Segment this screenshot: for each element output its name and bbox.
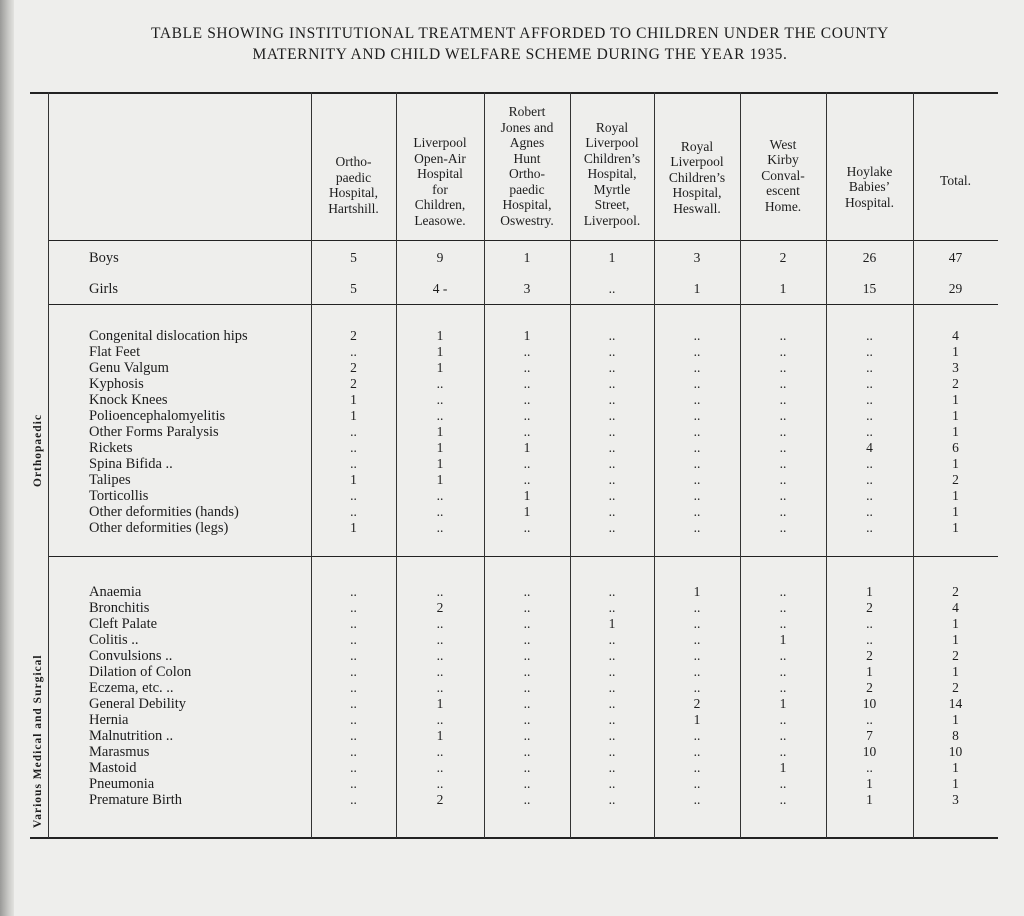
medical-row-cell: 4: [952, 600, 959, 615]
medical-row-cell: ..: [436, 616, 444, 631]
summary-row-label: Girls: [89, 281, 118, 297]
orthopaedic-row-cell: ..: [436, 520, 444, 535]
medical-row-label: Convulsions ..: [89, 648, 173, 664]
medical-row-cell: 14: [948, 696, 963, 711]
medical-row-cell: ..: [866, 616, 873, 631]
medical-row-cell: ..: [608, 712, 616, 727]
orthopaedic-row-cell: 1: [436, 440, 444, 455]
medical-row-cell: ..: [693, 680, 701, 695]
orthopaedic-row-label: Congenital dislocation hips: [89, 328, 248, 344]
medical-row-cell: ..: [436, 776, 444, 791]
medical-row-cell: ..: [693, 600, 701, 615]
medical-row-cell: 1: [952, 632, 959, 647]
orthopaedic-row-label: Genu Valgum: [89, 360, 169, 376]
orthopaedic-row-cell: ..: [693, 504, 701, 519]
orthopaedic-row-cell: ..: [866, 488, 873, 503]
orthopaedic-row-cell: ..: [436, 488, 444, 503]
summary-row-cell: 47: [948, 250, 963, 265]
medical-row-cell: 7: [866, 728, 873, 743]
medical-row-cell: ..: [523, 776, 531, 791]
medical-row-label: Pneumonia: [89, 776, 155, 792]
medical-row-label: Mastoid: [89, 760, 137, 776]
orthopaedic-row-cell: ..: [779, 504, 787, 519]
medical-row-cell: 2: [436, 600, 444, 615]
medical-row-cell: ..: [523, 632, 531, 647]
medical-row-cell: ..: [693, 744, 701, 759]
orthopaedic-row-cell: ..: [779, 472, 787, 487]
medical-row-cell: ..: [608, 760, 616, 775]
orthopaedic-row-cell: ..: [779, 392, 787, 407]
orthopaedic-row-cell: ..: [866, 520, 873, 535]
orthopaedic-row-label: Polioencephalomyelitis: [89, 408, 226, 424]
orthopaedic-row-cell: ..: [436, 376, 444, 391]
medical-row-cell: ..: [608, 696, 616, 711]
orthopaedic-row-cell: 1: [952, 392, 959, 407]
medical-row-cell: 10: [948, 744, 963, 759]
orthopaedic-row-cell: ..: [866, 408, 873, 423]
orthopaedic-row-cell: 1: [523, 504, 531, 519]
medical-row-cell: ..: [779, 680, 787, 695]
medical-row-cell: 1: [866, 584, 873, 599]
summary-row-cell: 1: [523, 250, 531, 265]
medical-row-label: Anaemia: [89, 584, 142, 600]
medical-row-cell: ..: [436, 648, 444, 663]
orthopaedic-row-cell: 2: [350, 360, 357, 375]
medical-row-label: Dilation of Colon: [89, 664, 192, 680]
medical-row-cell: ..: [523, 664, 531, 679]
medical-row-cell: ..: [523, 648, 531, 663]
orthopaedic-row-cell: ..: [866, 360, 873, 375]
orthopaedic-row-cell: 6: [952, 440, 959, 455]
medical-row-cell: ..: [779, 712, 787, 727]
orthopaedic-row-cell: 1: [523, 328, 531, 343]
orthopaedic-row-cell: ..: [866, 392, 873, 407]
medical-row-cell: ..: [523, 760, 531, 775]
orthopaedic-row-cell: ..: [866, 456, 873, 471]
medical-row-cell: 1: [779, 760, 787, 775]
medical-row-cell: ..: [350, 648, 357, 663]
summary-row-label: Boys: [89, 250, 119, 266]
medical-row-cell: 2: [866, 648, 873, 663]
orthopaedic-row-cell: 2: [350, 328, 357, 343]
medical-row-cell: ..: [350, 760, 357, 775]
orthopaedic-row-cell: 1: [436, 344, 444, 359]
column-header-3: Robert Jones and Agnes Hunt Ortho- paedic Hospital, Oswestry.: [500, 104, 554, 228]
orthopaedic-row-cell: ..: [779, 424, 787, 439]
medical-row-cell: ..: [523, 616, 531, 631]
summary-row-cell: 2: [779, 250, 787, 265]
orthopaedic-row-cell: 1: [952, 344, 959, 359]
medical-row-cell: ..: [350, 728, 357, 743]
medical-row-cell: 1: [952, 664, 959, 679]
orthopaedic-row-label: Spina Bifida ..: [89, 456, 173, 472]
orthopaedic-row-cell: ..: [779, 520, 787, 535]
orthopaedic-row-cell: ..: [350, 504, 357, 519]
medical-row-label: Hernia: [89, 712, 129, 728]
medical-row-label: Marasmus: [89, 744, 150, 760]
medical-row-label: General Debility: [89, 696, 187, 712]
medical-row-cell: ..: [779, 616, 787, 631]
medical-row-cell: ..: [693, 632, 701, 647]
summary-row-cell: 4 -: [432, 281, 448, 296]
medical-row-cell: 2: [436, 792, 444, 807]
medical-row-cell: 1: [866, 776, 873, 791]
orthopaedic-row-cell: 1: [952, 488, 959, 503]
medical-row-cell: 8: [952, 728, 959, 743]
orthopaedic-row-cell: 1: [436, 456, 444, 471]
orthopaedic-row-label: Torticollis: [89, 488, 149, 504]
orthopaedic-row-cell: ..: [693, 392, 701, 407]
rule-top: [30, 92, 998, 94]
summary-row-cell: 1: [693, 281, 701, 296]
orthopaedic-row-cell: 1: [523, 488, 531, 503]
column-header-8: Total.: [940, 172, 971, 188]
medical-row-cell: ..: [436, 760, 444, 775]
orthopaedic-row-cell: ..: [693, 376, 701, 391]
orthopaedic-row-cell: 1: [350, 472, 357, 487]
orthopaedic-row-cell: ..: [608, 440, 616, 455]
orthopaedic-row-cell: ..: [693, 424, 701, 439]
orthopaedic-row-cell: ..: [523, 472, 531, 487]
medical-row-cell: ..: [350, 792, 357, 807]
medical-row-cell: 1: [952, 760, 959, 775]
orthopaedic-row-cell: 1: [523, 440, 531, 455]
orthopaedic-row-cell: ..: [436, 504, 444, 519]
medical-row-cell: ..: [866, 760, 873, 775]
orthopaedic-row-cell: ..: [350, 440, 357, 455]
medical-row-cell: ..: [523, 712, 531, 727]
medical-row-cell: ..: [693, 728, 701, 743]
orthopaedic-row-cell: ..: [436, 392, 444, 407]
orthopaedic-row-label: Knock Knees: [89, 392, 168, 408]
summary-row-cell: 15: [862, 281, 877, 296]
medical-row-cell: ..: [693, 792, 701, 807]
orthopaedic-row-label: Other deformities (hands): [89, 504, 239, 520]
orthopaedic-row-cell: ..: [866, 344, 873, 359]
medical-row-label: Premature Birth: [89, 792, 183, 808]
medical-row-cell: 1: [779, 632, 787, 647]
orthopaedic-row-cell: ..: [779, 344, 787, 359]
rule-bottom: [30, 837, 998, 839]
orthopaedic-row-cell: 1: [952, 408, 959, 423]
medical-row-cell: ..: [779, 792, 787, 807]
medical-row-label: Cleft Palate: [89, 616, 158, 632]
medical-row-cell: ..: [693, 776, 701, 791]
medical-row-cell: 2: [866, 600, 873, 615]
medical-row-cell: ..: [523, 728, 531, 743]
medical-row-cell: 2: [952, 648, 959, 663]
orthopaedic-row-cell: ..: [866, 328, 873, 343]
orthopaedic-row-cell: ..: [693, 472, 701, 487]
orthopaedic-row-cell: 1: [350, 520, 357, 535]
medical-row-cell: ..: [693, 648, 701, 663]
summary-row-cell: 3: [693, 250, 701, 265]
medical-row-cell: ..: [523, 792, 531, 807]
orthopaedic-row-cell: ..: [608, 424, 616, 439]
summary-row-cell: 1: [608, 250, 616, 265]
orthopaedic-row-cell: ..: [523, 360, 531, 375]
medical-row-cell: ..: [779, 776, 787, 791]
orthopaedic-row-cell: ..: [779, 408, 787, 423]
orthopaedic-row-cell: ..: [866, 376, 873, 391]
orthopaedic-row-cell: 1: [350, 408, 357, 423]
orthopaedic-row-cell: ..: [779, 328, 787, 343]
orthopaedic-row-cell: ..: [779, 440, 787, 455]
rule-left: [48, 92, 49, 838]
medical-row-cell: ..: [779, 728, 787, 743]
column-header-1: Ortho- paedic Hospital, Hartshill.: [328, 154, 379, 216]
medical-row-label: Eczema, etc. ..: [89, 680, 174, 696]
column-header-4: Royal Liverpool Children’s Hospital, Myrtle Street, Liverpool.: [583, 119, 641, 228]
rule-under-orthopaedic: [48, 556, 998, 557]
rule-under-summary: [48, 304, 998, 305]
medical-row-cell: ..: [436, 680, 444, 695]
orthopaedic-row-cell: ..: [350, 488, 357, 503]
orthopaedic-row-cell: 1: [952, 520, 959, 535]
medical-row-cell: 3: [952, 792, 959, 807]
medical-row-cell: 1: [693, 712, 701, 727]
medical-row-cell: ..: [350, 616, 357, 631]
medical-row-cell: ..: [608, 664, 616, 679]
medical-row-cell: 1: [693, 584, 701, 599]
orthopaedic-row-label: Rickets: [89, 440, 133, 456]
medical-row-cell: ..: [350, 680, 357, 695]
orthopaedic-row-cell: ..: [693, 328, 701, 343]
orthopaedic-row-cell: 1: [436, 328, 444, 343]
medical-row-cell: ..: [866, 632, 873, 647]
orthopaedic-row-cell: 2: [952, 472, 959, 487]
medical-row-label: Bronchitis: [89, 600, 150, 616]
summary-row-cell: 1: [779, 281, 787, 296]
medical-row-cell: ..: [350, 712, 357, 727]
medical-row-cell: ..: [693, 664, 701, 679]
medical-row-cell: 1: [436, 728, 444, 743]
orthopaedic-row-cell: 1: [952, 456, 959, 471]
medical-row-cell: 2: [866, 680, 873, 695]
book-spine-shadow: [0, 0, 14, 916]
summary-row-cell: 26: [862, 250, 877, 265]
medical-row-cell: ..: [608, 776, 616, 791]
medical-row-cell: 2: [952, 584, 959, 599]
medical-row-cell: ..: [523, 696, 531, 711]
orthopaedic-row-cell: 1: [436, 424, 444, 439]
orthopaedic-row-cell: ..: [608, 328, 616, 343]
orthopaedic-row-cell: ..: [608, 488, 616, 503]
medical-row-cell: ..: [523, 744, 531, 759]
summary-row-cell: 9: [436, 250, 444, 265]
medical-row-cell: ..: [436, 632, 444, 647]
orthopaedic-row-cell: ..: [866, 424, 873, 439]
medical-row-cell: 1: [866, 664, 873, 679]
orthopaedic-row-cell: ..: [779, 376, 787, 391]
medical-row-cell: 1: [608, 616, 616, 631]
orthopaedic-row-cell: ..: [866, 472, 873, 487]
orthopaedic-row-cell: ..: [350, 424, 357, 439]
medical-row-cell: 1: [952, 616, 959, 631]
medical-row-cell: ..: [350, 744, 357, 759]
orthopaedic-row-cell: ..: [693, 408, 701, 423]
medical-row-cell: 1: [436, 696, 444, 711]
orthopaedic-row-cell: 1: [350, 392, 357, 407]
orthopaedic-row-cell: ..: [608, 472, 616, 487]
orthopaedic-row-label: Kyphosis: [89, 376, 144, 392]
orthopaedic-row-cell: ..: [523, 424, 531, 439]
column-header-2: Liverpool Open-Air Hospital for Children, Leasowe.: [413, 135, 467, 228]
medical-row-cell: ..: [523, 600, 531, 615]
orthopaedic-row-cell: ..: [608, 344, 616, 359]
orthopaedic-row-cell: ..: [693, 456, 701, 471]
orthopaedic-row-cell: ..: [350, 344, 357, 359]
medical-row-cell: ..: [436, 664, 444, 679]
medical-row-cell: ..: [350, 696, 357, 711]
medical-row-cell: 10: [862, 744, 877, 759]
medical-row-cell: ..: [523, 584, 531, 599]
medical-row-cell: 10: [862, 696, 877, 711]
orthopaedic-row-cell: ..: [608, 392, 616, 407]
orthopaedic-row-label: Other Forms Paralysis: [89, 424, 219, 440]
orthopaedic-row-cell: ..: [693, 344, 701, 359]
orthopaedic-row-cell: ..: [779, 456, 787, 471]
medical-row-cell: ..: [608, 680, 616, 695]
orthopaedic-row-cell: 3: [952, 360, 959, 375]
medical-row-cell: ..: [436, 744, 444, 759]
summary-row-cell: 5: [350, 281, 357, 296]
orthopaedic-row-label: Talipes: [89, 472, 131, 488]
medical-row-cell: ..: [779, 744, 787, 759]
column-header-7: Hoylake Babies’ Hospital.: [844, 163, 895, 210]
medical-row-cell: ..: [608, 744, 616, 759]
orthopaedic-row-cell: ..: [608, 376, 616, 391]
orthopaedic-row-cell: 2: [952, 376, 959, 391]
medical-row-cell: 1: [779, 696, 787, 711]
medical-row-label: Colitis ..: [89, 632, 139, 648]
medical-row-cell: ..: [523, 680, 531, 695]
section-label-medical-surgical: Various Medical and Surgical: [32, 654, 44, 828]
medical-row-cell: ..: [350, 600, 357, 615]
medical-row-cell: ..: [866, 712, 873, 727]
orthopaedic-row-cell: 1: [436, 472, 444, 487]
medical-row-cell: ..: [608, 584, 616, 599]
medical-row-cell: ..: [779, 600, 787, 615]
orthopaedic-row-cell: 4: [952, 328, 959, 343]
orthopaedic-row-cell: ..: [523, 376, 531, 391]
orthopaedic-row-cell: ..: [608, 360, 616, 375]
summary-row-cell: 3: [523, 281, 531, 296]
orthopaedic-row-cell: ..: [693, 440, 701, 455]
orthopaedic-row-cell: ..: [608, 504, 616, 519]
orthopaedic-row-cell: ..: [523, 408, 531, 423]
medical-row-cell: ..: [779, 584, 787, 599]
orthopaedic-row-cell: ..: [523, 520, 531, 535]
orthopaedic-row-cell: ..: [523, 456, 531, 471]
orthopaedic-row-cell: ..: [866, 504, 873, 519]
medical-row-cell: ..: [608, 728, 616, 743]
medical-row-cell: ..: [608, 792, 616, 807]
medical-row-cell: 1: [952, 776, 959, 791]
medical-row-cell: 2: [952, 680, 959, 695]
medical-row-cell: 2: [693, 696, 701, 711]
orthopaedic-row-cell: ..: [350, 456, 357, 471]
summary-row-cell: 29: [948, 281, 963, 296]
table-title-line-1: TABLE SHOWING INSTITUTIONAL TREATMENT AFFORDED TO CHILDREN UNDER THE COUNTY: [151, 25, 889, 42]
medical-row-cell: ..: [436, 584, 444, 599]
medical-row-cell: ..: [608, 600, 616, 615]
medical-row-cell: ..: [779, 664, 787, 679]
medical-row-cell: 1: [952, 712, 959, 727]
orthopaedic-row-cell: ..: [436, 408, 444, 423]
orthopaedic-row-cell: ..: [523, 344, 531, 359]
medical-row-cell: ..: [350, 632, 357, 647]
medical-row-cell: ..: [608, 648, 616, 663]
orthopaedic-row-cell: ..: [693, 520, 701, 535]
rule-under-header: [48, 240, 998, 241]
orthopaedic-row-cell: ..: [523, 392, 531, 407]
orthopaedic-row-cell: 2: [350, 376, 357, 391]
orthopaedic-row-cell: ..: [608, 520, 616, 535]
medical-row-cell: ..: [779, 648, 787, 663]
summary-row-cell: 5: [350, 250, 357, 265]
orthopaedic-row-cell: 1: [436, 360, 444, 375]
column-header-5: Royal Liverpool Children’s Hospital, Heswall.: [668, 138, 726, 216]
medical-row-cell: ..: [350, 776, 357, 791]
orthopaedic-row-label: Other deformities (legs): [89, 520, 229, 536]
medical-row-cell: ..: [350, 584, 357, 599]
medical-row-cell: 1: [866, 792, 873, 807]
summary-row-cell: ..: [608, 281, 616, 296]
table-title-line-2: MATERNITY AND CHILD WELFARE SCHEME DURING THE YEAR 1935.: [252, 46, 788, 63]
medical-row-label: Malnutrition ..: [89, 728, 174, 744]
orthopaedic-row-cell: ..: [693, 488, 701, 503]
orthopaedic-row-cell: 1: [952, 504, 959, 519]
orthopaedic-row-label: Flat Feet: [89, 344, 141, 360]
orthopaedic-row-cell: ..: [608, 408, 616, 423]
orthopaedic-row-cell: 4: [866, 440, 873, 455]
medical-row-cell: ..: [350, 664, 357, 679]
orthopaedic-row-cell: ..: [693, 360, 701, 375]
medical-row-cell: ..: [608, 632, 616, 647]
orthopaedic-row-cell: 1: [952, 424, 959, 439]
orthopaedic-row-cell: ..: [779, 360, 787, 375]
orthopaedic-row-cell: ..: [608, 456, 616, 471]
column-header-6: West Kirby Conval- escent Home.: [761, 136, 805, 214]
medical-row-cell: ..: [693, 760, 701, 775]
medical-row-cell: ..: [693, 616, 701, 631]
medical-row-cell: ..: [436, 712, 444, 727]
orthopaedic-row-cell: ..: [779, 488, 787, 503]
section-label-orthopaedic: Orthopaedic: [32, 414, 44, 487]
